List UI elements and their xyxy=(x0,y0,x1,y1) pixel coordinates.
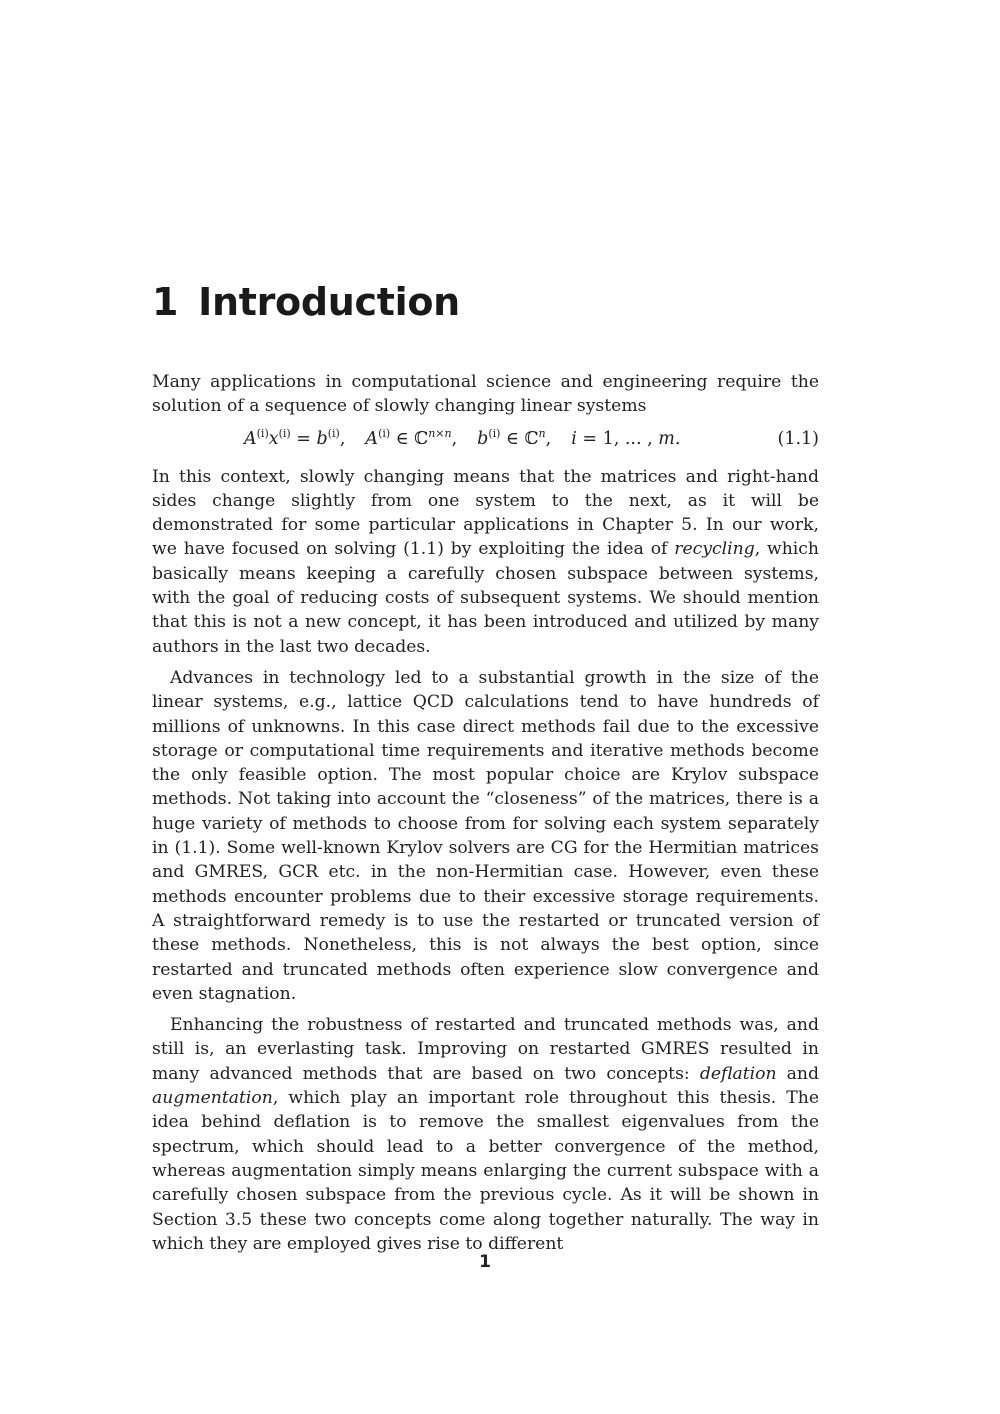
paragraph-4: Enhancing the robustness of restarted and truncated methods was, and still is, an everlasting task. Improving on restarted GMRES resulted in many advanced methods that are based on two concepts: deflation and augmentation, which play an important role throughout this thesis. The idea behind deflation is to remove the smallest eigenvalues from the spectrum, which should lead to a better convergence of the method, whereas augmentation simply means enlarging the current subspace with a carefully chosen subspace from the previous cycle. As it will be shown in Section 3.5 these two concepts come along together naturally. The way in which they are employed gives rise to different xyxy=(152,1015,819,1254)
chapter-number: 1 xyxy=(152,280,179,324)
emphasis-recycling: recycling xyxy=(674,539,755,560)
page-number: 1 xyxy=(479,1252,491,1272)
emphasis-augmentation: augmentation xyxy=(152,1088,273,1109)
chapter-title: Introduction xyxy=(198,280,460,324)
equation-body: $A^{(i)}x^{(i)} = b^{(i)}$, $A^{(i)}$ ∈ ℂ$^{n\times n}$, $b^{(i)}$ ∈ ℂ$^n$, i = 1, ... , m. xyxy=(244,426,681,449)
emphasis-deflation: deflation xyxy=(699,1063,777,1084)
equation-1-1 xyxy=(152,421,819,461)
paragraph-3: Advances in technology led to a substantial growth in the size of the linear systems, e.g., lattice QCD calculations tend to have hundreds of millions of unknowns. In this case direct methods fail due to the excessive storage or computational time requirements and iterative methods become the only feasible option. The most popular choice are Krylov subspace methods. Not taking into account the “closeness” of the matrices, there is a huge variety of methods to choose from for solving each system separately in (1.1). Some well-known Krylov solvers are CG for the Hermitian matrices and GMRES, GCR etc. in the non-Hermitian case. However, even these methods encounter problems due to their excessive storage requirements. A straightforward remedy is to use the restarted or truncated version of these methods. Nonetheless, this is not always the best option, since restarted and truncated methods often experience slow convergence and even stagnation. xyxy=(152,667,819,1004)
chapter-heading xyxy=(152,280,460,324)
body-text xyxy=(152,370,819,1256)
paragraph-2: In this context, slowly changing means that the matrices and right-hand sides change slightly from one system to the next, as it will be demonstrated for some particular applications in Chapter 5. In our work, we have focused on solving (1.1) by exploiting the idea of recycling, which basically means keeping a carefully chosen subspace between systems, with the goal of reducing costs of subsequent systems. We should mention that this is not a new concept, it has been introduced and utilized by many authors in the last two decades. xyxy=(152,466,820,657)
paragraph-1: Many applications in computational science and engineering require the solution of a sequence of slowly changing linear systems xyxy=(152,372,819,417)
equation-number: (1.1) xyxy=(777,428,819,449)
